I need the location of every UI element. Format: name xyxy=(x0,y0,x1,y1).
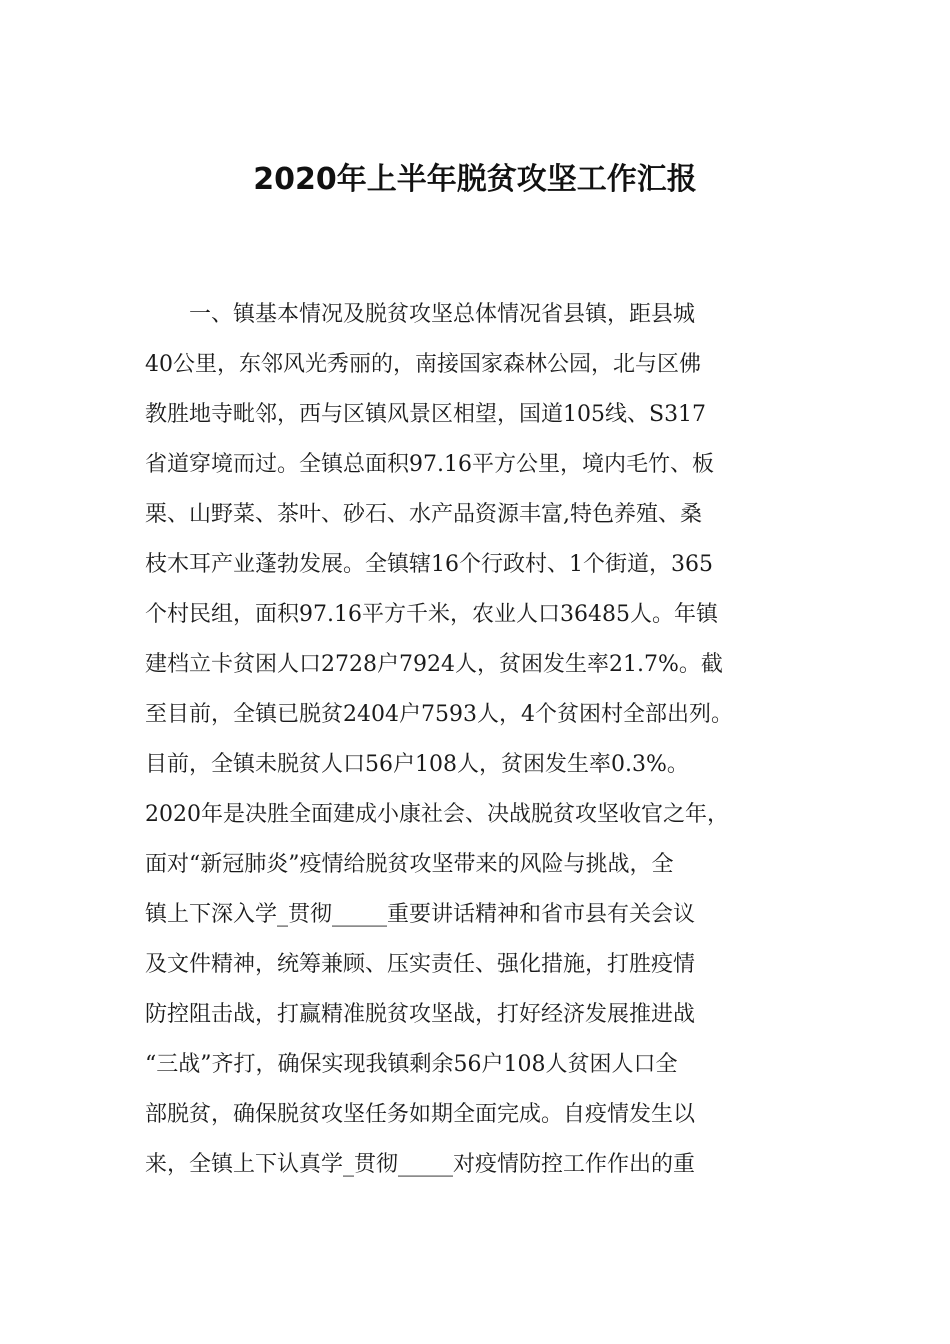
paragraph-line: 建档立卡贫困人口2728户7924人，贫困发生率21.7%。截 xyxy=(145,652,723,677)
paragraph-line: 目前，全镇未脱贫人口56户108人，贫困发生率0.3%。 xyxy=(145,752,689,777)
document-body xyxy=(145,290,835,1190)
paragraph-line: 2020年是决胜全面建成小康社会、决战脱贫攻坚收官之年， xyxy=(145,802,729,827)
paragraph-line: 40公里，东邻风光秀丽的，南接国家森林公园，北与区佛 xyxy=(145,352,701,377)
paragraph-line: 来，全镇上下认真学_贯彻_____对疫情防控工作作出的重 xyxy=(145,1152,696,1177)
document-title: 2020年上半年脱贫攻坚工作汇报 xyxy=(253,162,697,197)
paragraph-line: 防控阻击战，打赢精准脱贫攻坚战，打好经济发展推进战 xyxy=(145,1002,696,1027)
paragraph-line: 及文件精神，统筹兼顾、压实责任、强化措施，打胜疫情 xyxy=(145,952,696,977)
paragraph-line: 个村民组，面积97.16平方千米，农业人口36485人。年镇 xyxy=(145,602,718,627)
paragraph-line: 部脱贫，确保脱贫攻坚任务如期全面完成。自疫情发生以 xyxy=(145,1102,696,1127)
paragraph-line: 省道穿境而过。全镇总面积97.16平方公里，境内毛竹、板 xyxy=(145,452,714,477)
paragraph-line: “三战”齐打，确保实现我镇剩余56户108人贫困人口全 xyxy=(145,1052,678,1077)
paragraph-line: 教胜地寺毗邻，西与区镇风景区相望，国道105线、S317 xyxy=(145,402,707,427)
paragraph-line: 一、镇基本情况及脱贫攻坚总体情况省县镇，距县城 xyxy=(145,302,696,327)
paragraph-line: 枝木耳产业蓬勃发展。全镇辖16个行政村、1个街道，365 xyxy=(145,552,713,577)
paragraph-line: 至目前，全镇已脱贫2404户7593人，4个贫困村全部出列。 xyxy=(145,702,733,727)
paragraph-line: 栗、山野菜、茶叶、砂石、水产品资源丰富,特色养殖、桑 xyxy=(145,502,702,527)
paragraph-line: 面对“新冠肺炎”疫情给脱贫攻坚带来的风险与挑战，全 xyxy=(145,852,674,877)
paragraph-line: 镇上下深入学_贯彻_____重要讲话精神和省市县有关会议 xyxy=(145,902,696,927)
